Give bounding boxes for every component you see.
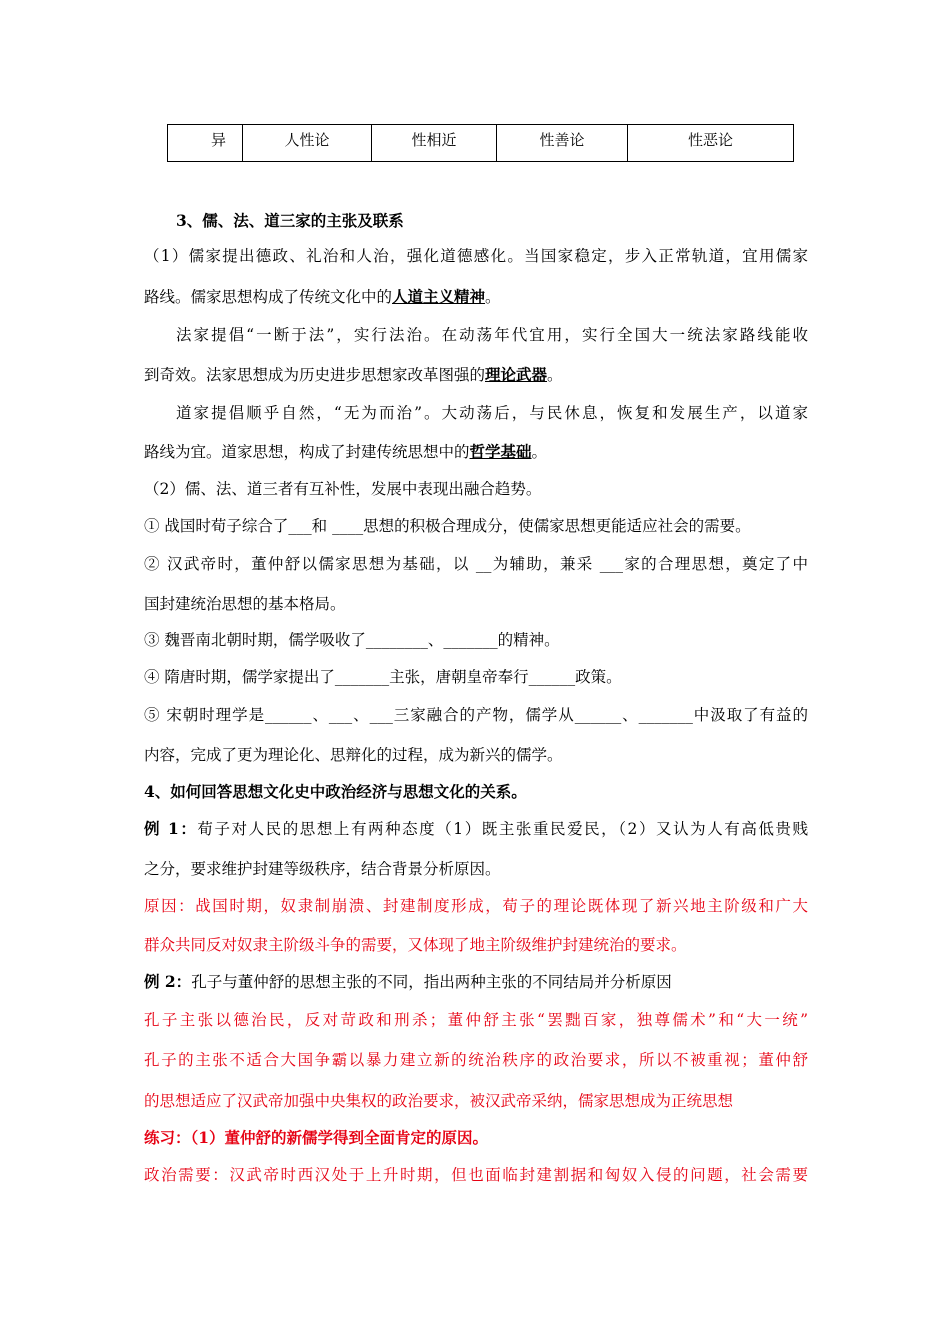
table-cell: 人性论 <box>243 125 372 162</box>
section-heading: 4、如何回答思想文化史中政治经济与思想文化的关系。 <box>144 782 527 801</box>
list-item: ⑤ 宋朝时理学是______、___、___三家融合的产物，儒学从______、_______中汲取了有益的 <box>144 706 808 724</box>
list-item: 国封建统治思想的基本格局。 <box>144 595 346 613</box>
answer-line: 孔子主张以德治民，反对苛政和刑杀；董仲舒主张“罢黜百家，独尊儒术”和“大一统” <box>144 1011 808 1029</box>
paragraph-line: 路线。儒家思想构成了传统文化中的人道主义精神。 <box>144 287 501 306</box>
list-item: ③ 魏晋南北朝时期，儒学吸收了________、_______的精神。 <box>144 631 560 649</box>
example-line: 例 2：孔子与董仲舒的思想主张的不同，指出两种主张的不同结局并分析原因 <box>144 972 672 991</box>
practice-line: 练习：（1）董仲舒的新儒学得到全面肯定的原因。 <box>144 1128 489 1147</box>
paragraph-line: （1）儒家提出德政、礼治和人治，强化道德感化。当国家稳定，步入正常轨道，宜用儒家 <box>144 247 808 265</box>
example-line: 例 1：荀子对人民的思想上有两种态度（1）既主张重民爱民，（2）又认为人有高低贵贱 <box>144 819 808 838</box>
table-row <box>168 125 794 162</box>
table-cell: 性恶论 <box>628 125 794 162</box>
key-term: 人道主义精神 <box>392 287 486 306</box>
list-item: ① 战国时荀子综合了___和 ____思想的积极合理成分，使儒家思想更能适应社会的需要。 <box>144 517 751 535</box>
table-cell: 性相近 <box>372 125 497 162</box>
list-item: ④ 隋唐时期，儒学家提出了_______主张，唐朝皇帝奉行______政策。 <box>144 668 622 686</box>
key-term: 理论武器 <box>485 365 548 384</box>
list-item: ② 汉武帝时，董仲舒以儒家思想为基础，以 __为辅助，兼采 ___家的合理思想，奠定了中 <box>144 555 808 573</box>
paragraph-line: （2）儒、法、道三者有互补性，发展中表现出融合趋势。 <box>144 480 542 498</box>
paragraph-line: 法家提倡“一断于法”，实行法治。在动荡年代宜用，实行全国大一统法家路线能收 <box>176 326 808 344</box>
table-cell: 异 <box>168 125 243 162</box>
table-cell: 性善论 <box>497 125 628 162</box>
comparison-table <box>167 124 794 162</box>
list-item: 内容，完成了更为理论化、思辩化的过程，成为新兴的儒学。 <box>144 746 563 764</box>
answer-line: 群众共同反对奴隶主阶级斗争的需要，又体现了地主阶级维护封建统治的要求。 <box>144 936 687 954</box>
paragraph-line: 到奇效。法家思想成为历史进步思想家改革图强的理论武器。 <box>144 365 563 384</box>
answer-line: 的思想适应了汉武帝加强中央集权的政治要求，被汉武帝采纳，儒家思想成为正统思想 <box>144 1092 734 1110</box>
key-term: 哲学基础 <box>469 442 532 461</box>
section-heading: 3、儒、法、道三家的主张及联系 <box>176 211 404 230</box>
answer-line: 原因：战国时期，奴隶制崩溃、封建制度形成，荀子的理论既体现了新兴地主阶级和广大 <box>144 897 808 915</box>
example-line: 之分，要求维护封建等级秩序，结合背景分析原因。 <box>144 860 501 878</box>
paragraph-line: 道家提倡顺乎自然，“无为而治”。大动荡后，与民休息，恢复和发展生产，以道家 <box>176 404 808 422</box>
answer-line: 政治需要：汉武帝时西汉处于上升时期，但也面临封建割据和匈奴入侵的问题，社会需要 <box>144 1166 808 1184</box>
paragraph-line: 路线为宜。道家思想，构成了封建传统思想中的哲学基础。 <box>144 442 548 461</box>
answer-line: 孔子的主张不适合大国争霸以暴力建立新的统治秩序的政治要求，所以不被重视；董仲舒 <box>144 1051 808 1069</box>
